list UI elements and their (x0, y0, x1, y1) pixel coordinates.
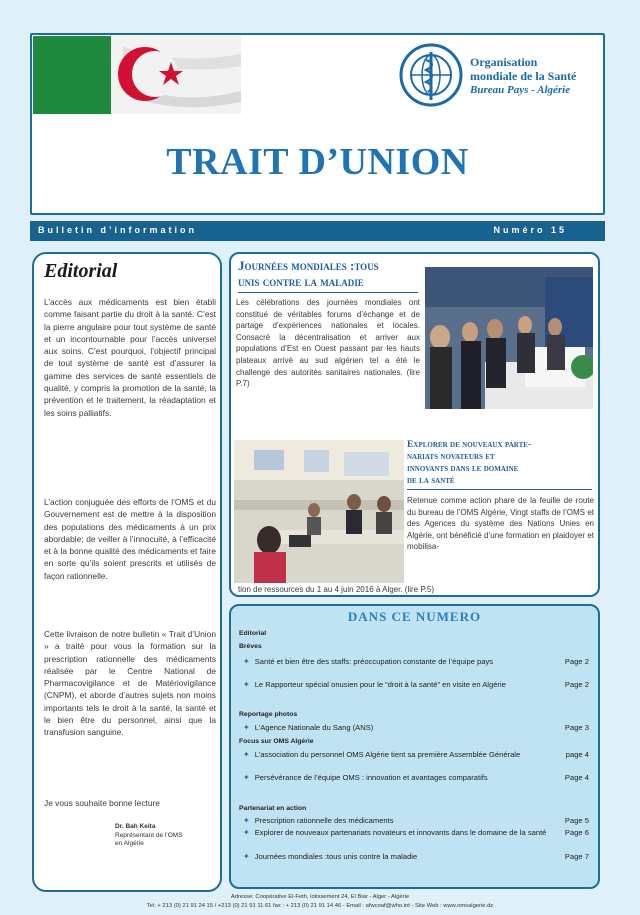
toc-item[interactable] (243, 750, 589, 760)
toc-section-breves: Brèves (239, 643, 262, 650)
toc-item-text: Le Rapporteur spécial onusien pour le “droit à la santé” en visite en Algérie (254, 680, 506, 689)
toc-item-text: Santé et bien être des staffs: préoccupation constante de l’équipe pays (254, 657, 494, 666)
toc-item-text: Persévérance de l’équipe OMS : innovation et avantages comparatifs (254, 773, 488, 782)
footer-address: Adresse: Coopérative El-Feth, lotissement 24, El Biar - Alger - Algérie (230, 894, 410, 900)
article1-title-line2[interactable]: unis contre la maladie (238, 274, 364, 289)
toc-item-page: Page 3 (564, 723, 589, 732)
toc-item-text: L’Agence Nationale du Sang (ANS) (254, 723, 374, 732)
editorial-signature (115, 823, 215, 849)
editorial-paragraph-3: Cette livraison de notre bulletin « Trait d’Union » a traité pour vous la formation sur la prescription rationnelle des médicaments réalisée par le Centre National de Pharmacovigilance et de Matériovigilance (CNPM), et aborde d’autres sujets non moins importants tels le droit à la santé, la santé et le bien être du personnel, ainsi que la transfusion sanguine. (44, 629, 216, 738)
article2-title-line3[interactable]: innovants dans le domaine (407, 463, 519, 474)
toc-item-page: Page 4 (564, 773, 589, 782)
article2-text-continued: tion de ressources du 1 au 4 juin 2016 à Alger. (lire P.5) (238, 585, 434, 594)
article2-title-line2[interactable]: nariats novateurs et (407, 451, 495, 462)
bulletin-label: Bulletin d’information (38, 225, 197, 235)
article1-title-line1[interactable]: Journées mondiales :tous (238, 258, 379, 273)
bullet-icon: ✦ (243, 773, 250, 782)
article2-text: Retenue comme action phare de la feuille de route du bureau de l’OMS Algérie, Vingt staffs de l’OMS et des Agences du système des Nations Unies en Algérie, ont bénéficié d’une formation en plaidoyer et mobilisa- (407, 496, 594, 552)
toc-item-text: Journées mondiales :tous unis contre la maladie (254, 852, 418, 861)
toc-item[interactable] (243, 816, 589, 826)
algeria-flag-image (33, 36, 241, 114)
issue-bar (30, 221, 605, 241)
toc-item[interactable] (243, 852, 589, 862)
article1-photo (425, 267, 593, 409)
who-emblem-icon (398, 42, 464, 108)
article2-title-line4[interactable]: de la santé (407, 475, 455, 486)
editorial-paragraph-2: L’action conjuguée des efforts de l’OMS et du Gouvernement est de mettre à la disposition des populations des médicaments à un prix abordable; de veiller à l’innocuité, à l’efficacité et à la bonne qualité des médicaments et faire en sorte qu’ils soient prescrits et utilisés de façon rationnelle. (44, 497, 216, 581)
editorial-closing: Je vous souhaite bonne lecture (44, 798, 160, 808)
newsletter-title: TRAIT D’UNION (166, 141, 469, 183)
article2-rule (407, 489, 592, 490)
bullet-icon: ✦ (243, 828, 250, 837)
toc-item-page: Page 2 (564, 657, 589, 666)
toc-item[interactable] (243, 723, 589, 733)
toc-section-focus: Focus sur OMS Algérie (239, 738, 314, 745)
toc-item-page: Page 7 (564, 852, 589, 861)
issue-number: Numéro 15 (493, 225, 567, 235)
toc-item-text: L’association du personnel OMS Algérie tient sa première Assemblée Générale (254, 750, 521, 759)
who-name-line1: Organisation (470, 55, 538, 69)
table-of-contents (229, 604, 600, 889)
toc-item-page: Page 6 (564, 828, 589, 837)
toc-item[interactable] (243, 657, 589, 667)
article2-photo (234, 440, 404, 583)
toc-heading: DANS CE NUMERO (347, 609, 482, 624)
bullet-icon: ✦ (243, 657, 250, 666)
toc-item-page: page 4 (565, 750, 589, 759)
toc-item-text: Prescription rationnelle des médicaments (254, 816, 394, 825)
footer-contact: Tel: + 213 (0) 21 91 24 15 / +213 (0) 21 91 11 61 fax : + 213 (0) 21 91 14 46 - Email : afwcoaf@who.int - Site Web : www.omsalgerie.dz (146, 903, 494, 909)
bullet-icon: ✦ (243, 816, 250, 825)
toc-section-editorial[interactable]: Editorial (239, 630, 267, 637)
signature-role: Représentant de l’OMS (115, 831, 183, 839)
toc-section-partenariat: Partenariat en action (239, 805, 307, 812)
bullet-icon: ✦ (243, 750, 250, 759)
toc-item-page: Page 2 (564, 680, 589, 689)
signature-name: Dr. Bah Keita (115, 823, 156, 830)
toc-item[interactable] (243, 773, 589, 783)
article1-text: Les célébrations des journées mondiales ont constitué de véritables forums d’échange et de partage d’expériences nationales et locales. Consacré la décentralisation et arriver aux populations d’Est en Ouest passant par les hauts plateaux arrivé au sud algérien tel a été le challenge des autorités sanitaires nationales. (lire P.7) (236, 298, 420, 389)
toc-item-page: Page 5 (564, 816, 589, 825)
article1-rule (238, 292, 418, 293)
toc-item[interactable] (243, 828, 589, 838)
who-country-office: Bureau Pays - Algérie (470, 84, 571, 96)
who-name-line2: mondiale de la Santé (470, 69, 577, 83)
toc-item[interactable] (243, 680, 589, 690)
signature-country: en Algérie (115, 840, 144, 847)
article2-title-line1[interactable]: Explorer de nouveaux parte- (407, 439, 532, 450)
editorial-heading: Editorial (44, 260, 118, 282)
bullet-icon: ✦ (243, 723, 250, 732)
bullet-icon: ✦ (243, 680, 250, 689)
toc-item-text: Explorer de nouveaux partenariats novateurs et innovants dans le domaine de la santé (254, 828, 547, 837)
toc-section-photos: Reportage photos (239, 711, 298, 718)
editorial-paragraph-1: L’accès aux médicaments est bien établi comme faisant partie du droit à la santé. C’est la pierre angulaire pour tout système de santé et un incontournable pour l’accès universel aux soins. C’est pourquoi, l’objectif principal de tout système de santé est d’assurer la gamme des services de santé essentiels de qualité, y compris la promotion de la santé, la prévention et le traitement, la réadaptation et les soins palliatifs. (44, 297, 216, 418)
bullet-icon: ✦ (243, 852, 250, 861)
